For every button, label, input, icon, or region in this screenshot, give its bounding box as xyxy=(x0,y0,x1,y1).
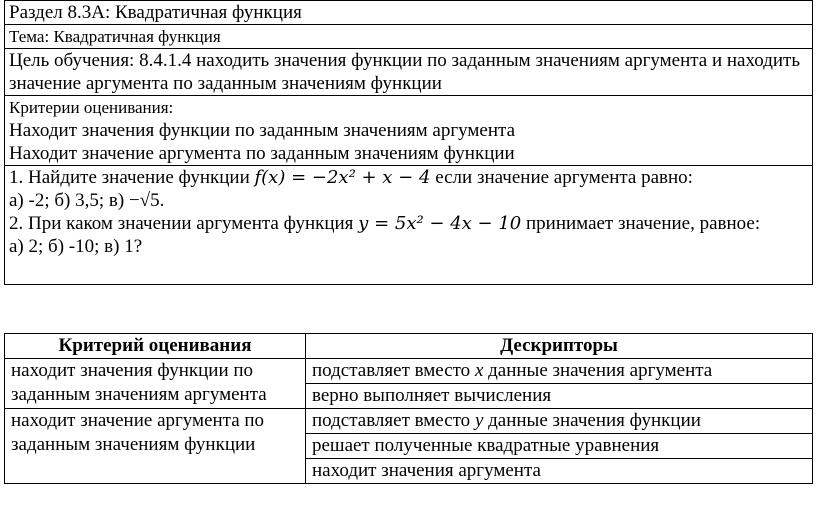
task-1-text-end: если значение аргумента равно: xyxy=(430,167,693,188)
task-2-options: а) 2; б) -10; в) 1? xyxy=(9,236,143,257)
criterion-item: Находит значение аргумента по заданным значениям функции xyxy=(9,143,515,164)
descriptor-3-text-end: данные значения функции xyxy=(483,410,701,431)
task-2-formula: y = 5x² − 4x − 10 xyxy=(358,213,522,234)
descriptor-3-var: y xyxy=(474,410,484,431)
criteria-cell xyxy=(5,96,813,166)
tasks-row xyxy=(5,166,813,285)
rubric-row xyxy=(5,359,813,384)
criteria-title: Критерии оценивания: xyxy=(9,98,174,117)
rubric-table xyxy=(4,333,813,484)
descriptor-3-text: подставляет вместо xyxy=(312,410,475,431)
goal-row xyxy=(5,49,813,96)
criterion-1: находит значения функции по заданным значениям аргумента xyxy=(5,359,306,409)
descriptor-5: находит значения аргумента xyxy=(306,459,813,484)
descriptor-1-text: подставляет вместо xyxy=(312,360,475,381)
descriptor-2: верно выполняет вычисления xyxy=(306,384,813,409)
task-1-formula: f(x) = −2x² + x − 4 xyxy=(254,167,431,188)
task-1 xyxy=(9,166,808,189)
section-title: Раздел 8.3А: Квадратичная функция xyxy=(5,1,813,25)
task-2-text: 2. При каком значении аргумента функция xyxy=(9,213,359,234)
topic-title: Тема: Квадратичная функция xyxy=(5,25,813,49)
lesson-info-table xyxy=(4,0,813,285)
rubric-row xyxy=(5,409,813,434)
rubric-header-row xyxy=(5,334,813,359)
learning-goal: Цель обучения: 8.4.1.4 находить значения функции по заданным значениям аргумента и находить значение аргумента по заданным значениям функции xyxy=(5,49,813,96)
tasks-cell xyxy=(5,166,813,285)
header-criterion: Критерий оценивания xyxy=(5,334,306,359)
descriptor-3 xyxy=(306,409,813,434)
descriptor-4: решает полученные квадратные уравнения xyxy=(306,434,813,459)
header-descriptors: Дескрипторы xyxy=(306,334,813,359)
section-row xyxy=(5,1,813,25)
task-2-text-end: принимает значение, равное: xyxy=(521,213,761,234)
task-2 xyxy=(9,212,808,235)
task-1-options: а) -2; б) 3,5; в) −√5. xyxy=(9,190,165,211)
descriptor-1 xyxy=(306,359,813,384)
criteria-row xyxy=(5,96,813,166)
criterion-2: находит значение аргумента по заданным значениям функции xyxy=(5,409,306,484)
criterion-item: Находит значения функции по заданным значениям аргумента xyxy=(9,120,516,141)
task-1-text: 1. Найдите значение функции xyxy=(9,167,255,188)
descriptor-1-var: x xyxy=(474,360,484,381)
descriptor-1-text-end: данные значения аргумента xyxy=(483,360,713,381)
topic-row xyxy=(5,25,813,49)
